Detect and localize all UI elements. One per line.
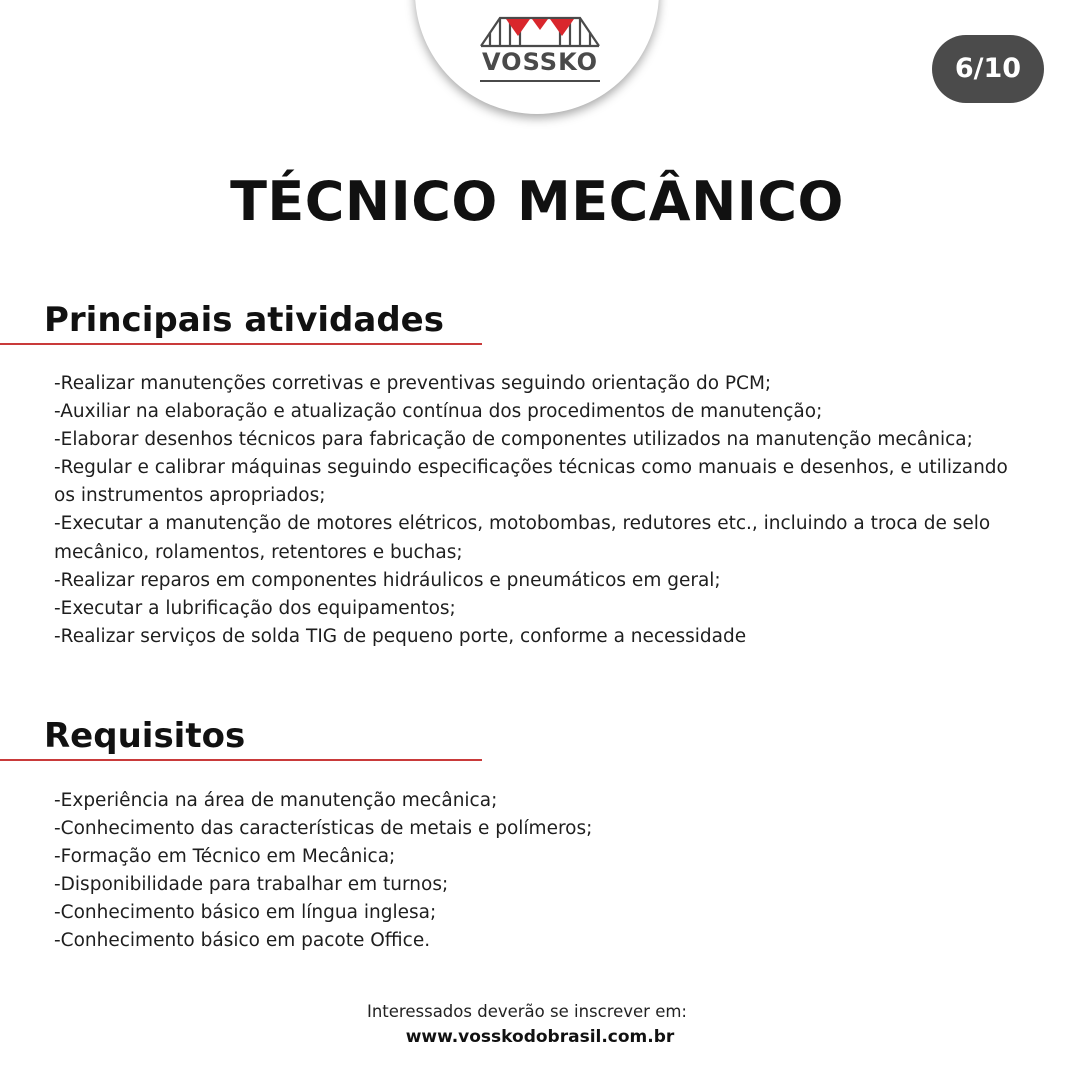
logo-wordmark: VOSSKO xyxy=(482,48,598,76)
activities-list xyxy=(54,370,1014,651)
requirements-heading: Requisitos xyxy=(44,716,246,756)
requirement-item: -Conhecimento das características de metais e polímeros; xyxy=(54,818,593,840)
requirements-list xyxy=(54,787,1014,956)
activity-item: -Elaborar desenhos técnicos para fabricação de componentes utilizados na manutenção mecânica; xyxy=(54,429,973,451)
footer-website-link[interactable]: www.vosskodobrasil.com.br xyxy=(405,1027,675,1047)
page-indicator-badge: 6/10 xyxy=(932,35,1044,103)
requirement-item: -Conhecimento básico em pacote Office. xyxy=(54,930,431,952)
activity-item: -Regular e calibrar máquinas seguindo especificações técnicas como manuais e desenhos, e utilizando os instrumentos apropriados; xyxy=(54,457,1008,507)
activities-heading-rule xyxy=(0,343,482,345)
requirement-item: -Experiência na área de manutenção mecânica; xyxy=(54,790,498,811)
activity-item: -Auxiliar na elaboração e atualização contínua dos procedimentos de manutenção; xyxy=(54,401,823,423)
page-title: TÉCNICO MECÂNICO xyxy=(230,170,844,233)
activity-item: -Realizar serviços de solda TIG de pequeno porte, conforme a necessidade xyxy=(54,625,747,647)
activity-item: -Executar a manutenção de motores elétricos, motobombas, redutores etc., incluindo a troca de selo mecânico, rolamentos, retentores e buchas; xyxy=(54,513,991,563)
requirement-item: -Conhecimento básico em língua inglesa; xyxy=(54,902,437,924)
activity-item: -Realizar manutenções corretivas e preventivas seguindo orientação do PCM; xyxy=(54,373,772,394)
activity-item: -Realizar reparos em componentes hidráulicos e pneumáticos em geral; xyxy=(54,569,721,591)
requirements-heading-rule xyxy=(0,759,482,761)
footer-instructions: Interessados deverão se inscrever em: xyxy=(366,1002,687,1021)
requirement-item: -Formação em Técnico em Mecânica; xyxy=(54,846,396,868)
logo-underline xyxy=(480,80,600,82)
activity-item: -Executar a lubrificação dos equipamentos; xyxy=(54,597,456,619)
activities-heading: Principais atividades xyxy=(44,300,444,340)
requirement-item: -Disponibilidade para trabalhar em turnos; xyxy=(54,874,449,896)
